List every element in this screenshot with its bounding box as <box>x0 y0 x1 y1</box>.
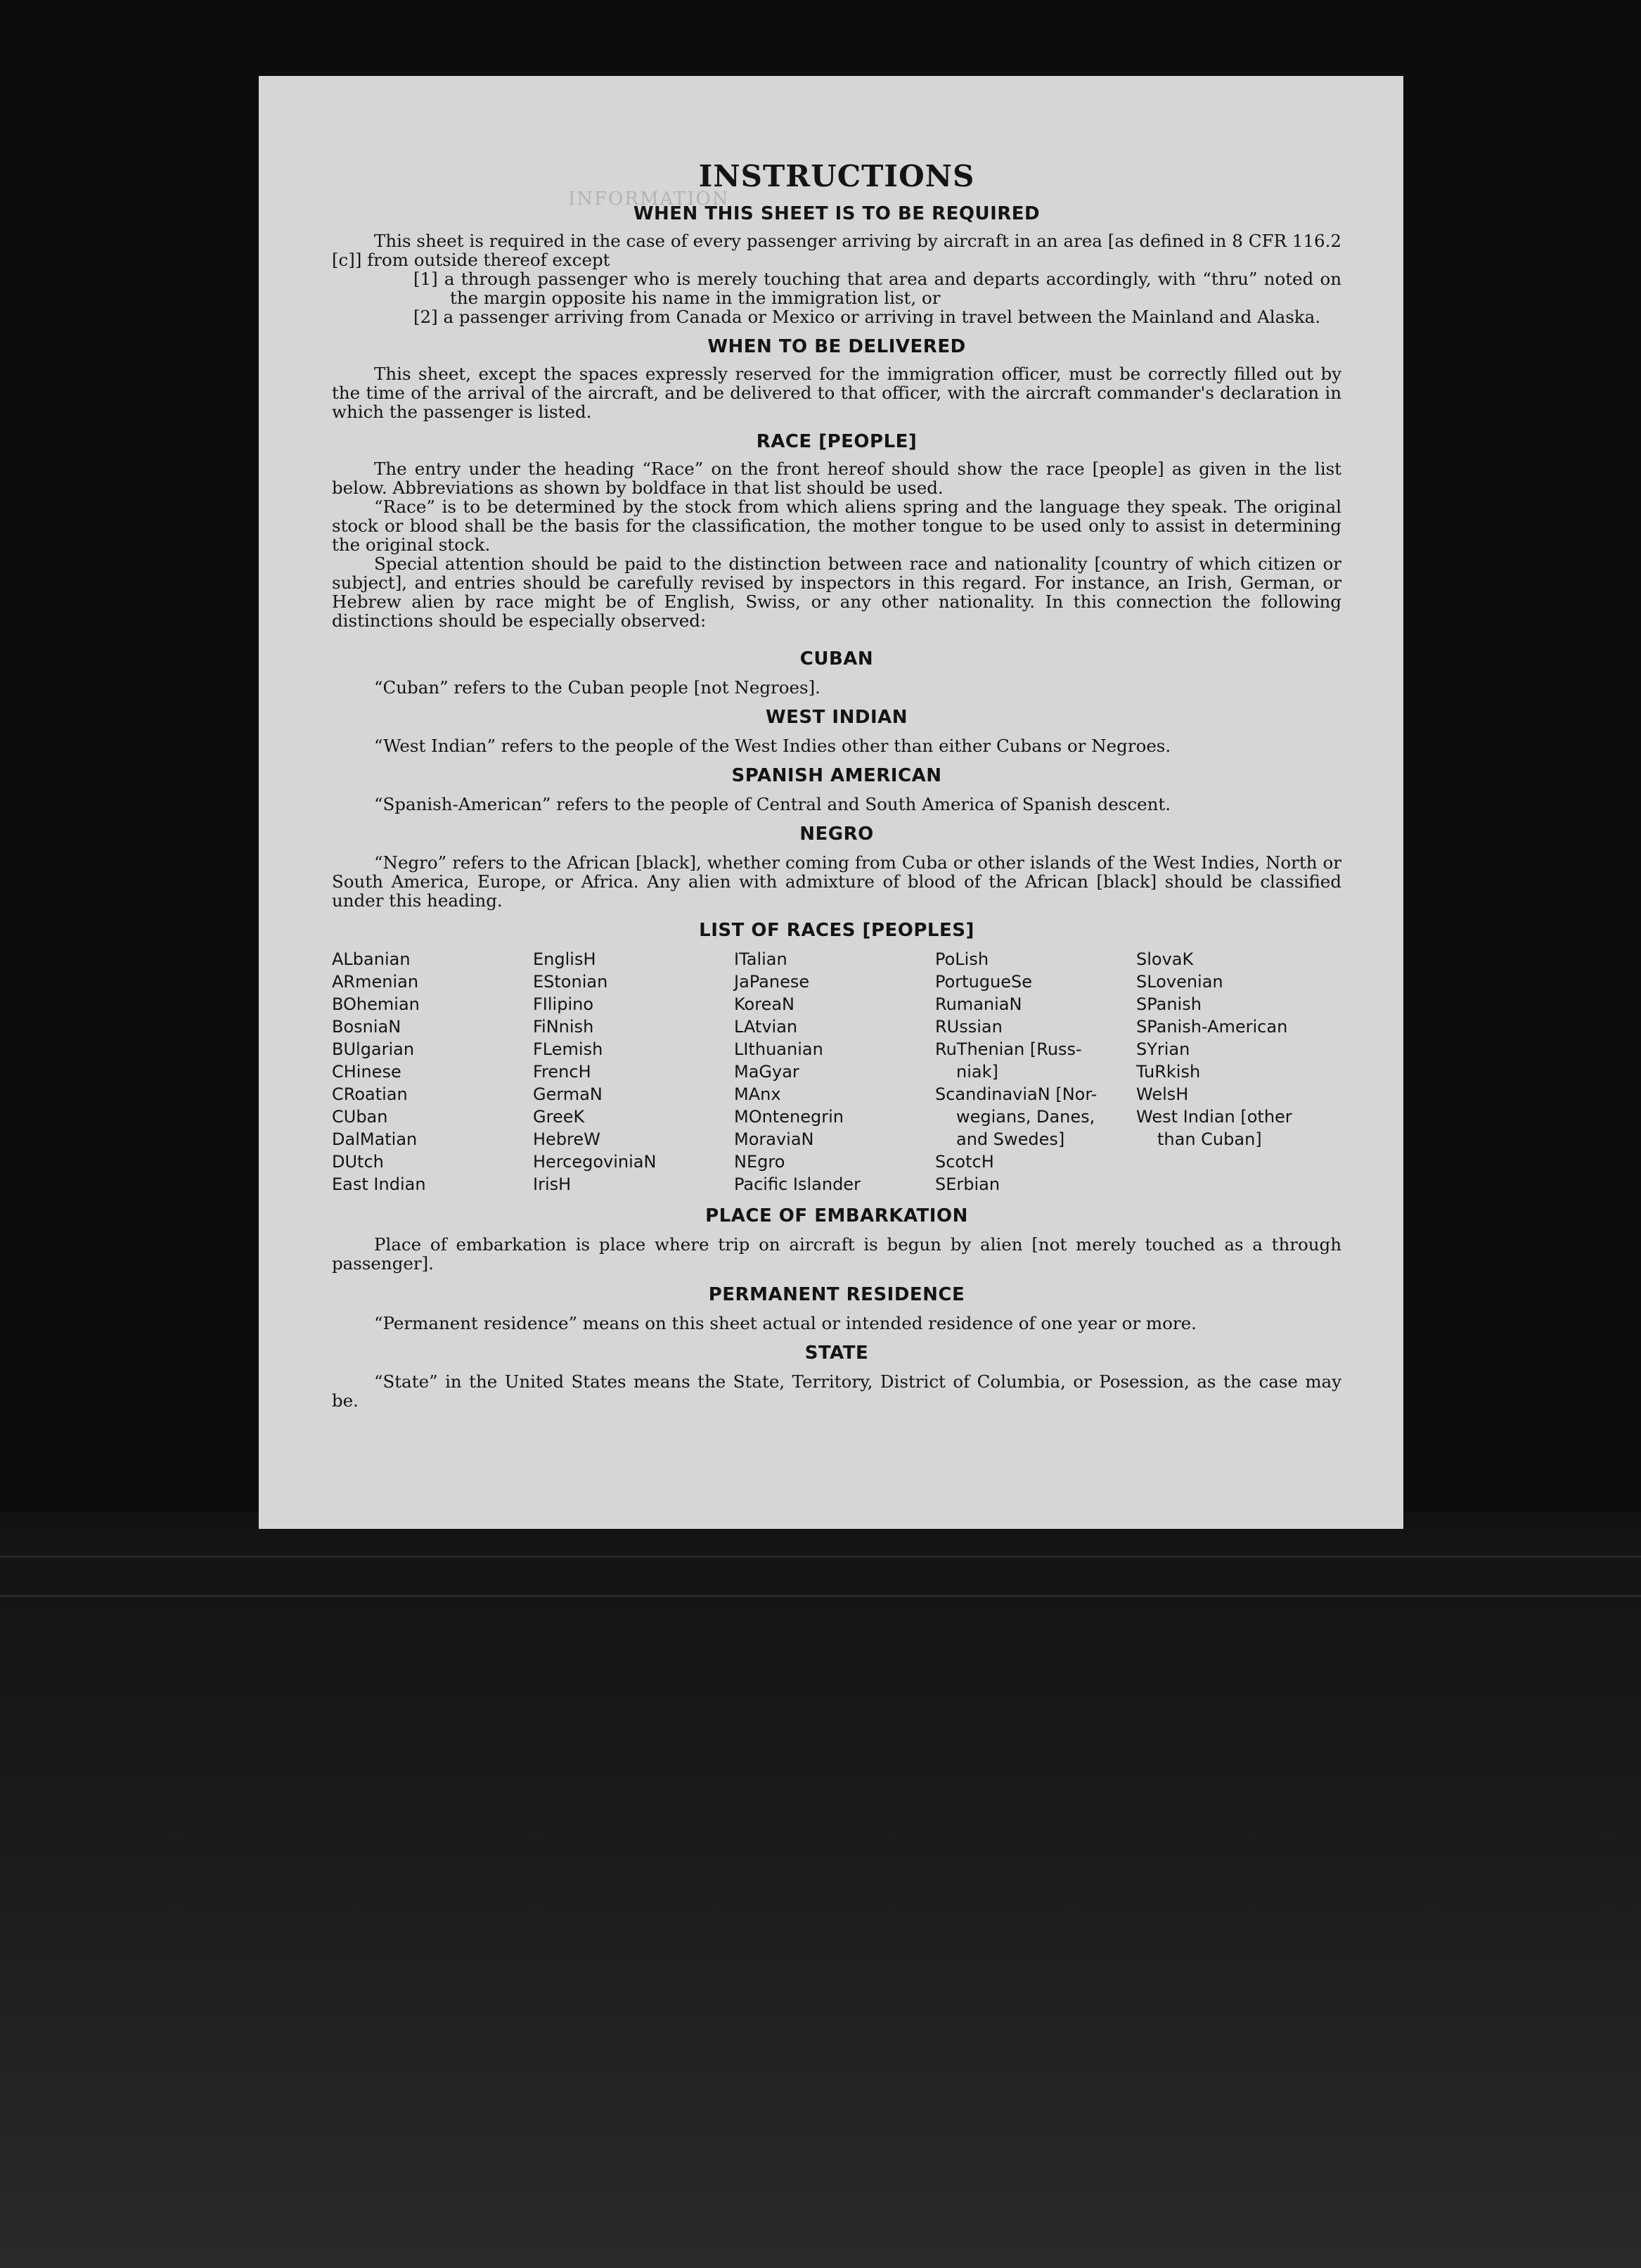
race-item: MAnx <box>734 1084 781 1104</box>
section-embarkation <box>332 1205 1341 1273</box>
race-item: CUban <box>332 1107 388 1127</box>
race-item: wegians, Danes, <box>956 1107 1095 1127</box>
race-item: FIlipino <box>533 994 594 1014</box>
scan-background <box>0 1512 1641 2268</box>
race-column <box>935 948 1136 1196</box>
instruction-sheet <box>259 76 1403 1529</box>
race-item: CHinese <box>332 1062 401 1082</box>
race-item: BosniaN <box>332 1017 401 1037</box>
paragraph: Special attention should be paid to the distinction between race and nationality [country of which citizen or subject], and entries should be carefully revised by inspectors in this regard. For instance, an Irish, German, or Hebrew alien by race might be of English, Swiss, or any other nationality. In this connection the following distinctions should be especially observed: <box>332 553 1341 631</box>
race-column <box>1136 948 1337 1196</box>
race-item: GreeK <box>533 1107 585 1127</box>
race-item: than Cuban] <box>1157 1129 1262 1149</box>
race-item: PoLish <box>935 949 989 969</box>
race-item: RumaniaN <box>935 994 1022 1014</box>
section-state <box>332 1343 1341 1410</box>
race-item: MOntenegrin <box>734 1107 844 1127</box>
race-item: LIthuanian <box>734 1039 823 1059</box>
race-item: ARmenian <box>332 972 419 992</box>
paragraph: Place of embarkation is place where trip on aircraft is begun by alien [not merely touched as a through passenger]. <box>332 1234 1341 1274</box>
scan-artifact-line <box>0 1556 1641 1558</box>
bleed-through-text: INFORMATION <box>568 188 730 210</box>
race-item: LAtvian <box>734 1017 798 1037</box>
paragraph: “West Indian” refers to the people of the West Indies other than either Cubans or Negroes. <box>374 736 1171 756</box>
race-item: HercegoviniaN <box>533 1152 657 1172</box>
section-heading: WHEN THIS SHEET IS TO BE REQUIRED <box>633 203 1041 224</box>
race-item: SLovenian <box>1136 972 1223 992</box>
section-heading: WHEN TO BE DELIVERED <box>707 336 966 357</box>
race-item: BOhemian <box>332 994 420 1014</box>
race-item: DUtch <box>332 1152 384 1172</box>
section-heading: PERMANENT RESIDENCE <box>708 1284 965 1305</box>
race-item: SPanish <box>1136 994 1202 1014</box>
race-item: Pacific Islander <box>734 1174 861 1194</box>
page-title: INSTRUCTIONS <box>698 159 975 193</box>
paragraph: “Race” is to be determined by the stock from which aliens spring and the language they speak. The original stock or blood shall be the basis for the classification, the mother tongue to be used only to assist in determining the original stock. <box>332 496 1341 555</box>
race-item: RUssian <box>935 1017 1003 1037</box>
race-item: WelsH <box>1136 1084 1189 1104</box>
race-item: ScotcH <box>935 1152 994 1172</box>
list-item: [2] a passenger arriving from Canada or Mexico or arriving in travel between the Mainland and Alaska. <box>413 307 1321 327</box>
race-item: IrisH <box>533 1174 572 1194</box>
race-item: BUlgarian <box>332 1039 415 1059</box>
race-item: East Indian <box>332 1174 426 1194</box>
section-heading: STATE <box>804 1343 869 1364</box>
section-heading: RACE [PEOPLE] <box>756 431 918 452</box>
section-cuban <box>332 648 1341 697</box>
race-item: MoraviaN <box>734 1129 814 1149</box>
race-item: ALbanian <box>332 949 411 969</box>
race-item: TuRkish <box>1136 1062 1201 1082</box>
race-item: HebreW <box>533 1129 600 1149</box>
section-heading: CUBAN <box>799 648 874 669</box>
paragraph: This sheet is required in the case of every passenger arriving by aircraft in an area [as defined in 8 CFR 116.2 [c]] from outside thereof except <box>332 231 1341 270</box>
race-item: PortugueSe <box>935 972 1032 992</box>
race-column <box>734 948 935 1196</box>
race-item: SErbian <box>935 1174 1000 1194</box>
section-heading: LIST OF RACES [PEOPLES] <box>699 920 974 941</box>
section-heading: SPANISH AMERICAN <box>731 765 942 786</box>
race-list <box>332 948 1341 1196</box>
race-item: MaGyar <box>734 1062 799 1082</box>
paragraph: “Permanent residence” means on this sheet actual or intended residence of one year or more. <box>374 1313 1197 1333</box>
section-list-of-races <box>332 920 1341 1196</box>
section-when-delivered <box>332 336 1341 421</box>
section-heading: PLACE OF EMBARKATION <box>705 1205 968 1226</box>
section-residence <box>332 1284 1341 1333</box>
race-column <box>533 948 734 1196</box>
race-item: FiNnish <box>533 1017 594 1037</box>
section-heading: WEST INDIAN <box>765 707 908 728</box>
race-item: and Swedes] <box>956 1129 1065 1149</box>
race-item: GermaN <box>533 1084 603 1104</box>
race-item: West Indian [other <box>1136 1107 1292 1127</box>
section-when-required <box>332 203 1341 326</box>
section-spanish-american <box>332 765 1341 814</box>
paragraph: The entry under the heading “Race” on the front hereof should show the race [people] as given in the list below. Abbreviations as shown by boldface in that list should be used. <box>332 459 1341 498</box>
race-item: niak] <box>956 1062 998 1082</box>
race-item: ScandinaviaN [Nor- <box>935 1084 1098 1104</box>
race-item: DalMatian <box>332 1129 418 1149</box>
race-item: JaPanese <box>734 972 810 992</box>
race-item: RuThenian [Russ- <box>935 1039 1082 1059</box>
paragraph: “Cuban” refers to the Cuban people [not Negroes]. <box>374 677 820 698</box>
section-west-indian <box>332 707 1341 755</box>
section-heading: NEGRO <box>799 824 874 845</box>
section-race <box>332 431 1341 630</box>
race-item: FLemish <box>533 1039 603 1059</box>
list-item: [1] a through passenger who is merely touching that area and departs accordingly, with “thru” noted on the margin opposite his name in the immigration list, or <box>413 269 1341 308</box>
race-item: EStonian <box>533 972 608 992</box>
paragraph: “State” in the United States means the State, Territory, District of Columbia, or Posession, as the case may be. <box>332 1371 1341 1411</box>
paragraph: “Negro” refers to the African [black], whether coming from Cuba or other islands of the West Indies, North or South America, Europe, or Africa. Any alien with admixture of blood of the African [black] should be classified under this heading. <box>332 852 1341 911</box>
race-item: ITalian <box>734 949 787 969</box>
race-item: SYrian <box>1136 1039 1190 1059</box>
race-item: FrencH <box>533 1062 591 1082</box>
race-column <box>332 948 533 1196</box>
scan-artifact-line <box>0 1595 1641 1597</box>
paragraph: This sheet, except the spaces expressly reserved for the immigration officer, must be correctly filled out by the time of the arrival of the aircraft, and be delivered to that officer, with the aircraft commander's declaration in which the passenger is listed. <box>332 364 1341 422</box>
section-negro <box>332 824 1341 910</box>
race-item: CRoatian <box>332 1084 408 1104</box>
race-item: EnglisH <box>533 949 596 969</box>
race-item: SPanish-American <box>1136 1017 1288 1037</box>
race-item: SlovaK <box>1136 949 1194 969</box>
race-item: NEgro <box>734 1152 785 1172</box>
paragraph: “Spanish-American” refers to the people of Central and South America of Spanish descent. <box>374 794 1171 814</box>
race-item: KoreaN <box>734 994 794 1014</box>
